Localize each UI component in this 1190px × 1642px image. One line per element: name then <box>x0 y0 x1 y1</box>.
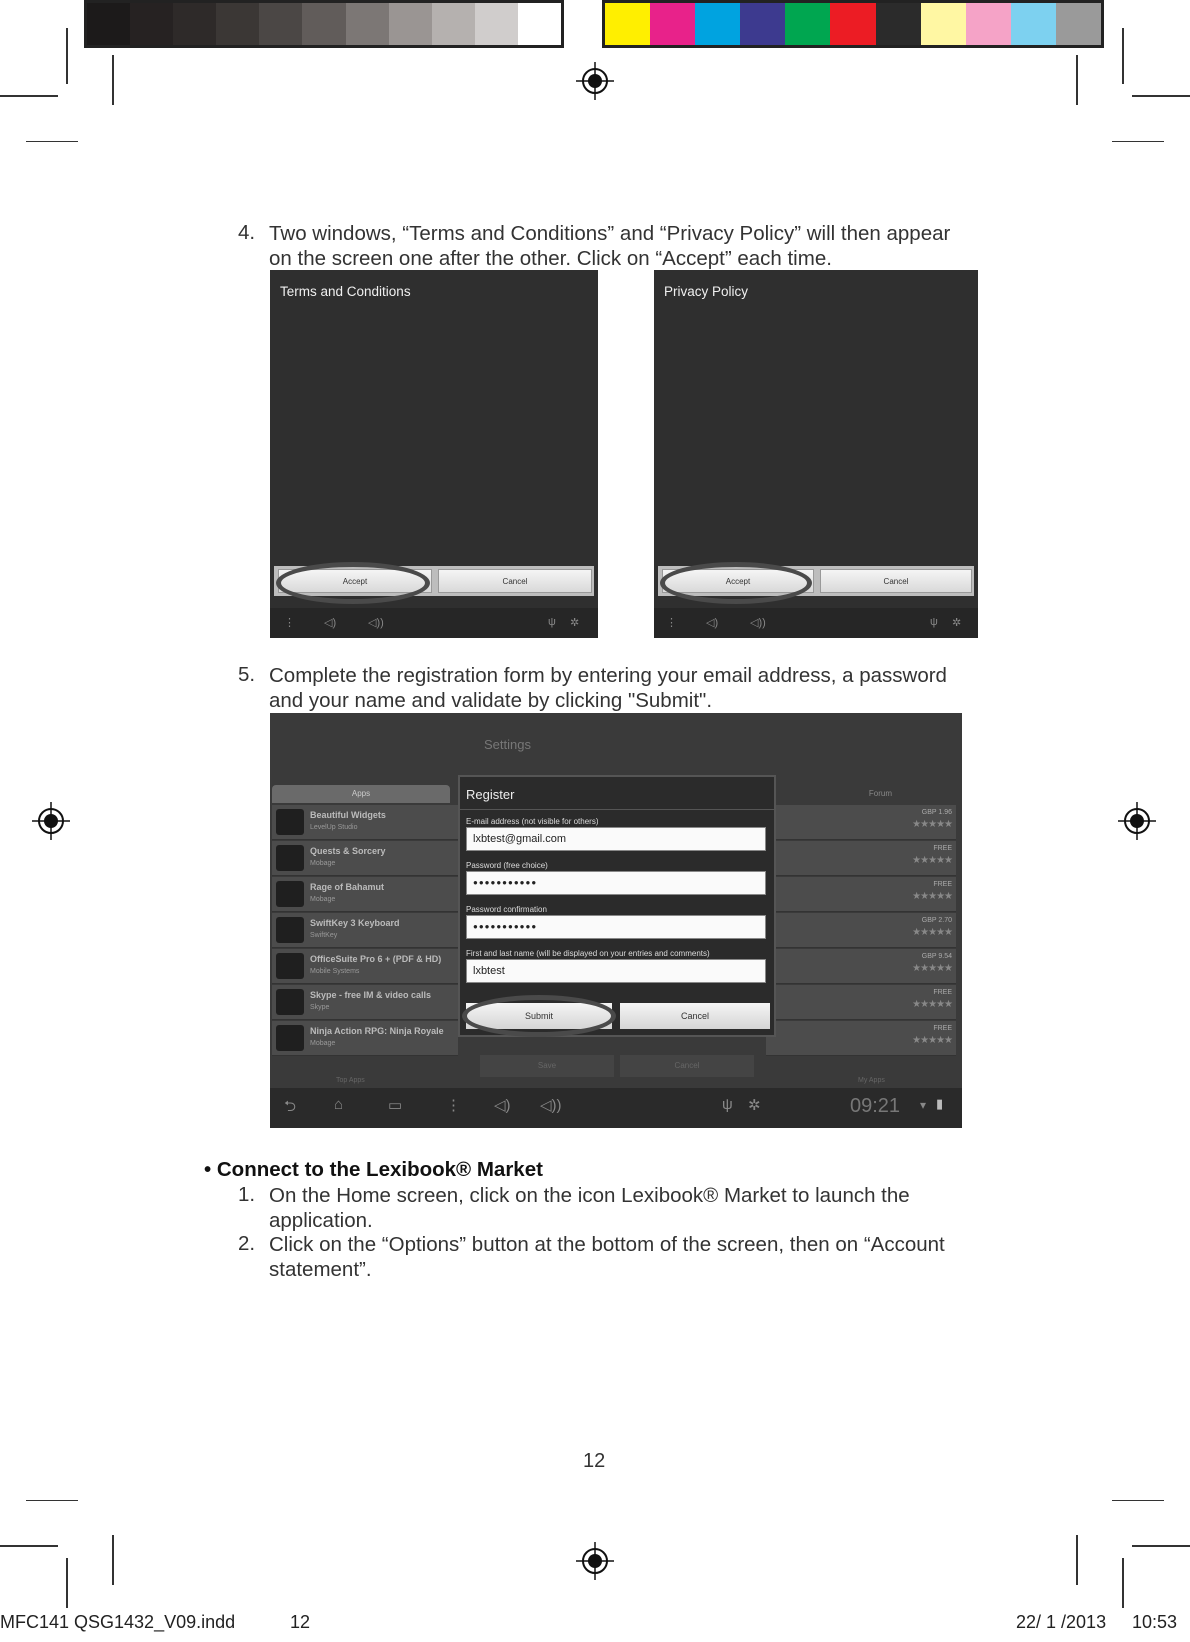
app-icon <box>276 989 304 1015</box>
app-name: Quests & Sorcery <box>310 846 386 856</box>
cancel-button[interactable]: Cancel <box>820 569 972 593</box>
footer-page: 12 <box>290 1612 311 1632</box>
app-developer: SwiftKey <box>310 932 338 939</box>
home-icon[interactable]: ⌂ <box>334 1096 344 1113</box>
app-name: Ninja Action RPG: Ninja Royale <box>310 1026 444 1036</box>
crop-mark <box>1076 1535 1078 1585</box>
app-icon <box>276 845 304 871</box>
volume-up-icon[interactable]: ◁)) <box>540 1097 562 1114</box>
name-label: First and last name (will be displayed on your entries and comments) <box>466 949 710 958</box>
cancel-button[interactable]: Cancel <box>438 569 592 593</box>
settings-title: Settings <box>484 737 531 752</box>
page-number: 12 <box>583 1450 606 1472</box>
volume-down-icon[interactable]: ◁) <box>494 1097 511 1114</box>
crop-mark <box>1122 28 1124 84</box>
app-name: Rage of Bahamut <box>310 882 385 892</box>
gray-swatch <box>259 3 302 45</box>
back-icon[interactable]: ⮌ <box>284 1098 297 1115</box>
app-icon <box>276 881 304 907</box>
rating-stars-icon: ★★★★★ <box>912 819 952 830</box>
register-title: Register <box>466 787 515 802</box>
register-dialog <box>458 775 776 1037</box>
crop-mark <box>1076 55 1078 105</box>
accept-button[interactable]: Accept <box>278 569 432 593</box>
process-swatch <box>876 3 921 45</box>
my-apps-label: My Apps <box>858 1077 885 1084</box>
process-swatch <box>785 3 830 45</box>
market-step2-line1: Click on the “Options” button at the bottom of the screen, then on “Account <box>269 1233 945 1256</box>
app-price: GBP 1.96 <box>921 809 952 816</box>
step4-line2: on the screen one after the other. Click on “Accept” each time. <box>269 247 832 270</box>
app-icon <box>276 953 304 979</box>
market-step2-text <box>269 1232 1009 1282</box>
crop-mark <box>0 1545 58 1547</box>
step-number: 2. <box>238 1232 256 1255</box>
menu-icon: ⋮ <box>666 617 677 629</box>
dialog-title: Terms and Conditions <box>280 284 411 299</box>
gray-swatch <box>518 3 561 45</box>
email-field[interactable]: lxbtest@gmail.com <box>466 827 766 851</box>
rating-stars-icon: ★★★★★ <box>912 891 952 902</box>
app-icon <box>276 1025 304 1051</box>
step-number: 1. <box>238 1183 256 1206</box>
list-item[interactable] <box>272 949 458 984</box>
process-swatch <box>830 3 875 45</box>
clock: 09:21 <box>850 1095 901 1117</box>
app-price: GBP 2.70 <box>921 917 952 924</box>
crop-mark <box>26 1500 78 1501</box>
rating-stars-icon: ★★★★★ <box>912 927 952 938</box>
step4-line1: Two windows, “Terms and Conditions” and “Privacy Policy” will then appear <box>269 222 951 245</box>
list-item[interactable] <box>272 805 458 840</box>
app-name: Beautiful Widgets <box>310 810 386 820</box>
app-developer: LevelUp Studio <box>310 824 358 831</box>
process-swatch <box>605 3 650 45</box>
cancel-button[interactable]: Cancel <box>620 1003 770 1029</box>
app-price: FREE <box>933 989 952 996</box>
system-nav-bar <box>654 608 978 638</box>
debug-icon: ✲ <box>570 617 580 629</box>
debug-icon: ✲ <box>952 617 962 629</box>
list-item[interactable] <box>272 985 458 1020</box>
volume-down-icon: ◁) <box>324 617 337 629</box>
password-field[interactable]: ●●●●●●●●●●● <box>466 871 766 895</box>
registration-mark-icon <box>576 62 614 100</box>
gray-swatch <box>173 3 216 45</box>
under-cancel-button: Cancel <box>620 1055 754 1077</box>
terms-dialog-screenshot <box>270 270 598 638</box>
dialog-title: Privacy Policy <box>664 284 749 299</box>
system-nav-bar <box>270 608 598 638</box>
crop-mark <box>0 95 58 97</box>
divider <box>460 809 774 810</box>
app-price: GBP 9.54 <box>921 953 952 960</box>
register-screenshot <box>270 713 962 1128</box>
app-developer: Mobage <box>310 896 336 903</box>
footer-file: MFC141 QSG1432_V09.indd <box>0 1612 236 1632</box>
gray-swatch <box>389 3 432 45</box>
recent-apps-icon[interactable]: ▭ <box>388 1097 403 1114</box>
step-number: 4. <box>238 221 256 244</box>
step5-line1: Complete the registration form by entering your email address, a password <box>269 664 947 687</box>
process-swatch <box>966 3 1011 45</box>
process-color-bar <box>602 0 1104 48</box>
battery-icon: ▮ <box>936 1096 944 1111</box>
footer-date: 22/ 1 /2013 <box>1016 1612 1107 1632</box>
grayscale-color-bar <box>84 0 564 48</box>
crop-mark <box>112 1535 114 1585</box>
app-icon <box>276 917 304 943</box>
accept-button[interactable]: Accept <box>662 569 814 593</box>
highlight-circle <box>276 562 430 604</box>
app-developer: Mobage <box>310 1040 336 1047</box>
process-swatch <box>650 3 695 45</box>
gray-swatch <box>130 3 173 45</box>
app-developer: Mobile Systems <box>310 968 360 975</box>
market-step2-line2: statement”. <box>269 1258 372 1281</box>
list-item[interactable] <box>272 877 458 912</box>
market-heading: • Connect to the Lexibook® Market <box>204 1158 543 1181</box>
process-swatch <box>740 3 785 45</box>
app-icon <box>276 809 304 835</box>
crop-mark <box>26 141 78 142</box>
highlight-circle <box>462 995 616 1037</box>
registration-mark-icon <box>576 1542 614 1580</box>
email-label: E-mail address (not visible for others) <box>466 817 599 826</box>
usb-icon: ψ <box>548 616 556 628</box>
password-confirm-label: Password confirmation <box>466 905 547 914</box>
app-price: FREE <box>933 845 952 852</box>
gray-swatch <box>302 3 345 45</box>
app-developer: Mobage <box>310 860 336 867</box>
crop-mark <box>66 1558 68 1608</box>
list-item[interactable] <box>766 1021 956 1056</box>
usb-icon: ψ <box>722 1096 733 1113</box>
highlight-circle <box>660 562 812 604</box>
gray-swatch <box>216 3 259 45</box>
crop-mark <box>1132 95 1190 97</box>
list-item[interactable] <box>766 805 956 840</box>
app-name: Skype - free IM & video calls <box>310 990 432 1000</box>
registration-mark-icon <box>1118 802 1156 840</box>
footer-time: 10:53 <box>1132 1612 1178 1632</box>
wifi-icon: ▾ <box>920 1098 927 1112</box>
rating-stars-icon: ★★★★★ <box>912 1035 952 1046</box>
forum-tab[interactable]: Forum <box>868 789 892 798</box>
usb-icon: ψ <box>930 616 938 628</box>
app-price: FREE <box>933 881 952 888</box>
step5-text <box>269 663 1009 713</box>
menu-icon: ⋮ <box>284 617 295 629</box>
rating-stars-icon: ★★★★★ <box>912 855 952 866</box>
step5-line2: and your name and validate by clicking "Submit". <box>269 689 713 712</box>
volume-down-icon: ◁) <box>706 617 719 629</box>
process-swatch <box>1011 3 1056 45</box>
privacy-dialog-screenshot <box>654 270 978 638</box>
list-item[interactable] <box>272 841 458 876</box>
menu-icon[interactable]: ⋮ <box>446 1097 461 1114</box>
crop-mark <box>1132 1545 1190 1547</box>
rating-stars-icon: ★★★★★ <box>912 963 952 974</box>
list-item[interactable] <box>272 913 458 948</box>
crop-mark <box>1112 141 1164 142</box>
step4-text <box>269 221 1009 271</box>
list-item[interactable] <box>766 877 956 912</box>
app-name: OfficeSuite Pro 6 + (PDF & HD) <box>310 954 442 964</box>
process-swatch <box>695 3 740 45</box>
list-item[interactable] <box>766 841 956 876</box>
market-step1-line1: On the Home screen, click on the icon Lexibook® Market to launch the <box>269 1184 910 1207</box>
crop-mark <box>1122 1558 1124 1608</box>
password-confirm-field[interactable]: ●●●●●●●●●●● <box>466 915 766 939</box>
gray-swatch <box>346 3 389 45</box>
registration-mark-icon <box>32 802 70 840</box>
crop-mark <box>66 28 68 84</box>
debug-icon: ✲ <box>748 1097 761 1114</box>
system-nav-bar <box>270 1088 962 1128</box>
volume-up-icon: ◁)) <box>750 617 766 629</box>
rating-stars-icon: ★★★★★ <box>912 999 952 1010</box>
market-step1-text <box>269 1183 1009 1233</box>
list-item[interactable] <box>766 949 956 984</box>
under-save-button: Save <box>480 1055 614 1077</box>
gray-swatch <box>432 3 475 45</box>
name-field[interactable]: lxbtest <box>466 959 766 983</box>
crop-mark <box>112 55 114 105</box>
top-apps-label: Top Apps <box>336 1077 365 1084</box>
gray-swatch <box>475 3 518 45</box>
volume-up-icon: ◁)) <box>368 617 384 629</box>
list-item[interactable] <box>766 985 956 1020</box>
apps-tab[interactable]: Apps <box>272 785 450 803</box>
list-item[interactable] <box>766 913 956 948</box>
crop-mark <box>1112 1500 1164 1501</box>
gray-swatch <box>87 3 130 45</box>
app-name: SwiftKey 3 Keyboard <box>310 918 400 928</box>
password-label: Password (free choice) <box>466 861 548 870</box>
step-number: 5. <box>238 663 256 686</box>
app-developer: Skype <box>310 1004 330 1011</box>
submit-button[interactable]: Submit <box>466 1003 612 1029</box>
app-price: FREE <box>933 1025 952 1032</box>
list-item[interactable] <box>272 1021 458 1056</box>
market-step1-line2: application. <box>269 1209 373 1232</box>
process-swatch <box>1056 3 1101 45</box>
process-swatch <box>921 3 966 45</box>
